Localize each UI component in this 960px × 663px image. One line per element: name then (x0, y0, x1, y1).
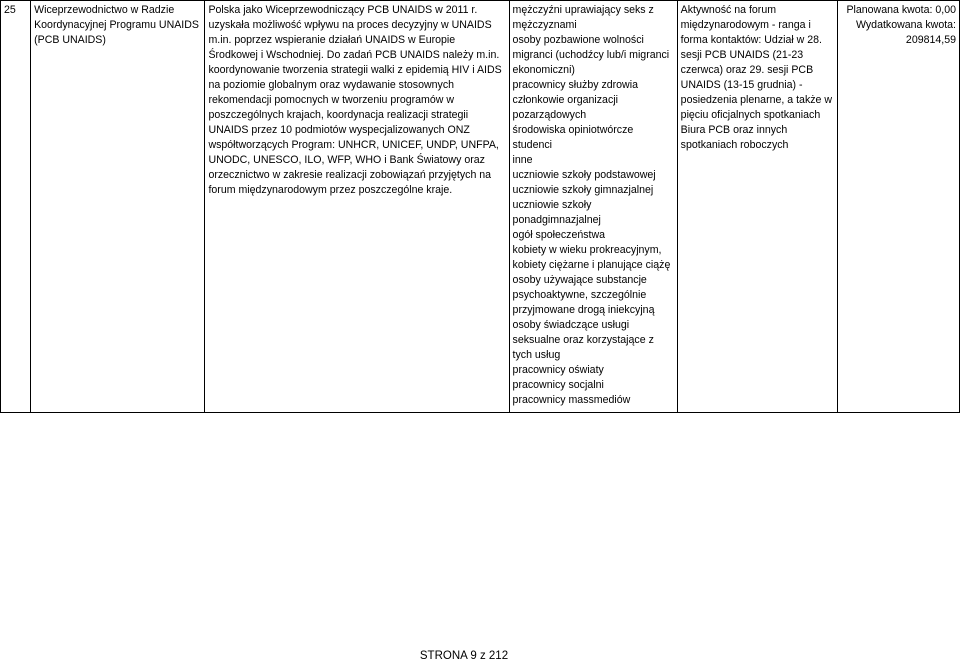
target-group-item: inne (512, 154, 533, 166)
activity-cell (677, 1, 837, 413)
target-group-item: kobiety w wieku prokreacyjnym, (512, 244, 662, 256)
target-group-item: kobiety ciężarne i planujące ciążę (512, 259, 671, 271)
target-group-item: uczniowie szkoły podstawowej (512, 169, 656, 181)
target-group-item: uczniowie szkoły gimnazjalnej (512, 184, 654, 196)
target-group-item: osoby pozbawione wolności (512, 34, 644, 46)
target-group-item: ogół społeczeństwa (512, 229, 606, 241)
target-group-item: osoby świadczące usługi seksualne oraz korzystające z tych usług (512, 319, 654, 361)
target-group-item: pracownicy oświaty (512, 364, 604, 376)
target-group-item: pracownicy służby zdrowia (512, 79, 638, 91)
page-number: STRONA 9 z 212 (419, 650, 509, 662)
body-cell (31, 1, 205, 413)
page-footer (0, 650, 960, 663)
row-number-cell (1, 1, 31, 413)
quota-cell (837, 1, 960, 413)
spent-quota-label: Wydatkowana kwota: (855, 19, 956, 31)
target-group-item: pracownicy massmediów (512, 394, 631, 406)
activity-text: Aktywność na forum międzynarodowym - ranga i forma kontaktów: Udział w 28. sesji PCB UNAIDS (21-23 czerwca) oraz 29. sesji PCB UNAIDS (13-15 grudnia) - posiedzenia plenarne, a także w pięciu oficjalnych spotkaniach Biura PCB oraz innych spotkaniach roboczych (680, 4, 833, 151)
body-name: Wiceprzewodnictwo w Radzie Koordynacyjnej Programu UNAIDS (PCB UNAIDS) (34, 4, 199, 46)
row-number: 25 (4, 4, 16, 16)
description-text: Polska jako Wiceprzewodniczący PCB UNAIDS w 2011 r. uzyskała możliwość wpływu na proces decyzyjny w UNAIDS m.in. poprzez wspieranie działań UNAIDS w Europie Środkowej i Wschodniej. Do zadań PCB UNAIDS należy m.in. koordynowanie tworzenia strategii walki z epidemią HIV i AIDS na poziomie globalnym oraz wydawanie stosownych rekomendacji pomocnych w tworzeniu programów w poszczególnych krajach, koordynacja realizacji strategii UNAIDS przez 10 podmiotów wyspecjalizowanych ONZ współtworzących Program: UNHCR, UNICEF, UNDP, UNFPA, UNODC, UNESCO, ILO, WFP, WHO i Bank Światowy oraz orzecznictwo w zakresie realizacji zobowiązań przyjętych na forum międzynarodowym przez poszczególne kraje. (208, 4, 502, 196)
target-group-item: osoby używające substancje psychoaktywne, szczególnie przyjmowane drogą iniekcyjną (512, 274, 655, 316)
description-cell (205, 1, 509, 413)
planned-quota: Planowana kwota: 0,00 (846, 4, 956, 16)
target-group-item: członkowie organizacji pozarządowych (512, 94, 618, 121)
target-group-item: uczniowie szkoły ponadgimnazjalnej (512, 199, 601, 226)
table-row (1, 1, 960, 413)
target-group-item: migranci (uchodźcy lub/i migranci ekonomiczni) (512, 49, 670, 76)
target-group-item: mężczyźni uprawiający seks z mężczyznami (512, 4, 654, 31)
target-groups-cell (509, 1, 677, 413)
target-group-item: środowiska opiniotwórcze (512, 124, 634, 136)
target-group-item: pracownicy socjalni (512, 379, 604, 391)
target-group-item: studenci (512, 139, 553, 151)
spent-quota-value: 209814,59 (905, 34, 956, 46)
